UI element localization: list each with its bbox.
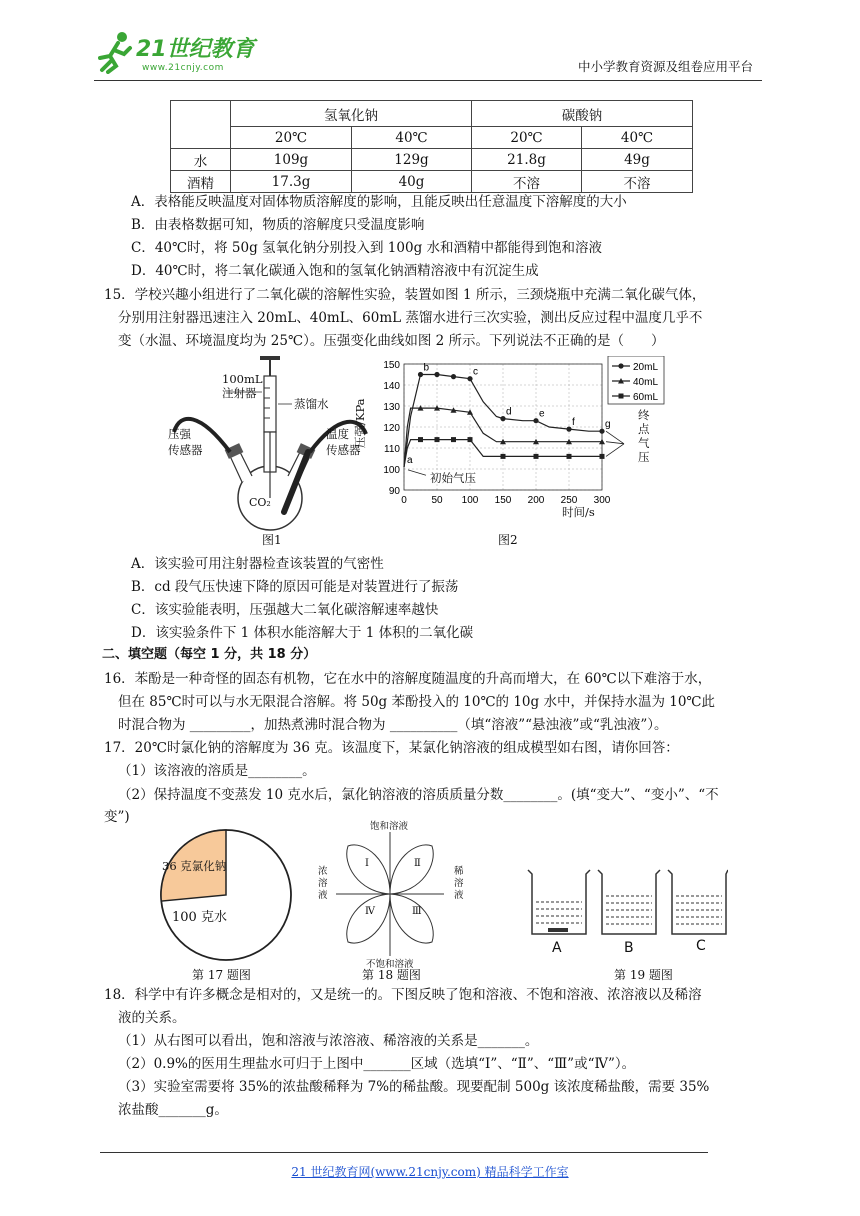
chart-y-tick: 90 [388,486,400,497]
q14-option-c: C．40℃时，将 50g 氢氧化钠分别投入到 100g 水和酒精中都能得到饱和溶液 [131,240,603,256]
chart-point [533,418,538,423]
chart-point [468,437,473,442]
fig19-beakers [524,866,728,938]
runner-icon [96,30,136,74]
chart-point [500,416,505,421]
q17-line: 17．20℃时氯化钠的溶解度为 36 克。该温度下，某氯化钠溶液的组成模型如右图，请你回答： [104,740,679,756]
fig18-diagram [334,830,446,958]
table-cell: 17.3g [231,171,352,193]
chart-point [534,454,539,459]
chart-legend-label: 40mL [633,377,659,388]
chart-point [501,454,506,459]
fig18-bottom-label: 不饱和溶液 [366,959,414,970]
q15-stem-line: 分别用注射器迅速注入 20mL、40mL、60mL 蒸馏水进行三次实验，测出反应过程中温度几乎不 [118,310,703,326]
fig18-caption: 第 18 题图 [362,968,421,982]
table-group-header: 碳酸钠 [472,101,693,127]
q17-line: 变”) [104,809,130,825]
table-cell: 49g [582,149,693,171]
table-temp-header: 40℃ [582,127,693,149]
q14-option-b: B．由表格数据可知，物质的溶解度只受温度影响 [131,217,425,233]
chart-point-label: e [539,408,545,420]
q17-line: （2）保持温度不变蒸发 10 克水后，氯化钠溶液的溶质质量分数________。(填“变大”、“变小”、“不 [118,787,719,803]
chart-y-tick: 100 [383,465,400,476]
pressure-chart [356,356,666,526]
chart-x-tick: 250 [560,495,578,506]
logo-url: www.21cnjy.com [142,63,224,73]
chart-point [451,374,456,379]
q18-line: 浓盐酸_______g。 [118,1102,228,1118]
fig2-caption: 图2 [498,533,518,547]
chart-x-tick: 200 [527,495,545,506]
beaker-label-a: A [552,940,562,956]
fig1-caption: 图1 [262,533,282,547]
fig18-right-label: 稀 溶 液 [454,866,464,901]
table-cell: 129g [352,149,472,171]
q15-option-b: B．cd 段气压快速下降的原因可能是对装置进行了振荡 [131,579,459,595]
fig1-temp-label: 温度 传感器 [326,427,361,457]
fig18-region-4: Ⅳ [365,906,375,917]
q18-line: （2）0.9%的医用生理盐水可归于上图中_______区域（选填“Ⅰ”、“Ⅱ”、“Ⅲ”或“Ⅳ”）。 [118,1056,636,1072]
chart-y-tick: 150 [383,360,400,371]
table-cell: 不溶 [472,171,582,193]
fig18-region-1: Ⅰ [365,858,369,869]
chart-legend-label: 60mL [633,392,659,403]
chart-point-label: f [572,417,575,429]
chart-point [434,372,439,377]
table-cell: 109g [231,149,352,171]
fig18-top-label: 饱和溶液 [370,821,409,832]
beaker-c [668,870,728,934]
header-rule [94,80,762,81]
fig18-region-2: Ⅱ [414,858,421,869]
chart-x-tick: 50 [431,495,443,506]
fig1-syringe-label: 100mL 注射器 [222,372,263,400]
chart-point [619,394,624,399]
solubility-table [170,100,693,193]
q18-line: 18．科学中有许多概念是相对的，又是统一的。下图反映了饱和溶液、不饱和溶液、浓溶液以及稀溶 [104,987,702,1003]
fig18-region-3: Ⅲ [412,906,422,917]
chart-x-tick: 0 [401,495,407,506]
table-row [171,149,693,171]
chart-point-label: g [605,419,611,431]
fig1-pressure-label: 压强 传感器 [168,427,203,457]
footer-link[interactable]: 21 世纪教育网(www.21cnjy.com) 精品科学工作室 [291,1165,569,1179]
chart-initial-pointer [408,470,426,475]
fig18-left-label: 浓 溶 液 [318,866,328,901]
table-row-label: 酒精 [171,171,231,193]
fig19-caption: 第 19 题图 [614,968,673,982]
table-temp-header: 20℃ [231,127,352,149]
chart-point [566,427,571,432]
q15-option-d: D．该实验条件下 1 体积水能溶解大于 1 体积的二氧化碳 [131,625,474,641]
table-group-header: 氢氧化钠 [231,101,472,127]
table-row-label: 水 [171,149,231,171]
chart-point [435,437,440,442]
fig1-water-label: 蒸馏水 [294,397,329,411]
pie-slice-label: 36 克氯化钠 [162,859,227,873]
chart-point-label: c [473,366,478,378]
logo [96,30,266,78]
chart-y-tick: 110 [384,444,400,455]
fig17-caption: 第 17 题图 [192,968,251,982]
table-cell: 21.8g [472,149,582,171]
table-row [171,171,693,193]
beaker-label-c: C [696,938,706,954]
chart-x-tick: 100 [461,495,479,506]
chart-point [418,437,423,442]
q16-line: 但在 85℃时可以与水无限混合溶解。将 50g 苯酚投入的 10℃的 10g 水中，并保持水温为 10℃此 [118,694,716,710]
table-temp-header: 40℃ [352,127,472,149]
chart-x-tick: 150 [494,495,512,506]
chart-point [618,363,623,368]
chart-final-label: 终 点 气 压 [638,408,650,464]
fig17-pie [148,826,298,966]
chart-x-axis-label: 时间/s [562,505,595,519]
q15-stem-line: 变（水温、环境温度均为 25℃）。压强变化曲线如图 2 所示。下列说法不正确的是（ ） [118,333,665,349]
table-corner [171,101,231,149]
table-cell: 不溶 [582,171,693,193]
chart-legend-label: 20mL [633,362,659,373]
q17-line: （1）该溶液的溶质是________。 [118,763,316,779]
chart-final-pointer [606,444,624,457]
q15-stem-line: 15．学校兴趣小组进行了二氧化碳的溶解性实验，装置如图 1 所示，三颈烧瓶中充满二氧化碳气体， [104,287,706,303]
chart-point [451,437,456,442]
pie-rest-label: 100 克水 [172,910,227,925]
q14-option-d: D．40℃时，将二氧化碳通入饱和的氢氧化钠酒精溶液中有沉淀生成 [131,263,539,279]
q14-option-a: A．表格能反映温度对固体物质溶解度的影响，且能反映出任意温度下溶解度的大小 [131,194,627,210]
table-cell: 40g [352,171,472,193]
beaker-a [528,870,590,934]
chart-y-tick: 140 [383,381,400,392]
section-heading: 二、填空题（每空 1 分，共 18 分） [102,647,317,662]
chart-point-label: a [407,454,413,466]
platform-name: 中小学教育资源及组卷应用平台 [578,59,754,74]
chart-point [600,454,605,459]
q16-line: 时混合物为 _________，加热煮沸时混合物为 __________（填“溶液”“悬浊液”或“乳浊液”）。 [118,717,668,733]
footer-rule [100,1152,708,1153]
table-temp-header: 20℃ [472,127,582,149]
chart-point [599,429,604,434]
chart-point-label: d [506,406,512,418]
q15-option-a: A．该实验可用注射器检查该装置的气密性 [131,556,384,572]
chart-point [567,454,572,459]
q16-line: 16．苯酚是一种奇怪的固态有机物，它在水中的溶解度随温度的升高而增大，在 60℃以下难溶于水， [104,671,712,687]
q15-option-c: C．该实验能表明，压强越大二氧化碳溶解速率越快 [131,602,439,618]
chart-y-axis-label: 压强/KPa [353,398,367,448]
chart-point-label: b [423,362,430,374]
q18-line: （3）实验室需要将 35%的浓盐酸稀释为 7%的稀盐酸。现要配制 500g 该浓度稀盐酸，需要 35% [118,1079,710,1095]
logo-text: 21世纪教育 [136,37,255,62]
chart-y-tick: 130 [383,402,400,413]
chart-y-tick: 120 [383,423,400,434]
chart-point [467,376,472,381]
fig1-co2-label: CO₂ [249,496,271,509]
chart-x-tick: 300 [593,495,611,506]
beaker-label-b: B [624,940,634,956]
beaker-b [598,870,660,934]
q18-line: 液的关系。 [118,1010,186,1026]
chart-point [418,372,423,377]
q18-line: （1）从右图可以看出，饱和溶液与浓溶液、稀溶液的关系是_______。 [118,1033,539,1049]
chart-initial-label: 初始气压 [430,471,476,485]
